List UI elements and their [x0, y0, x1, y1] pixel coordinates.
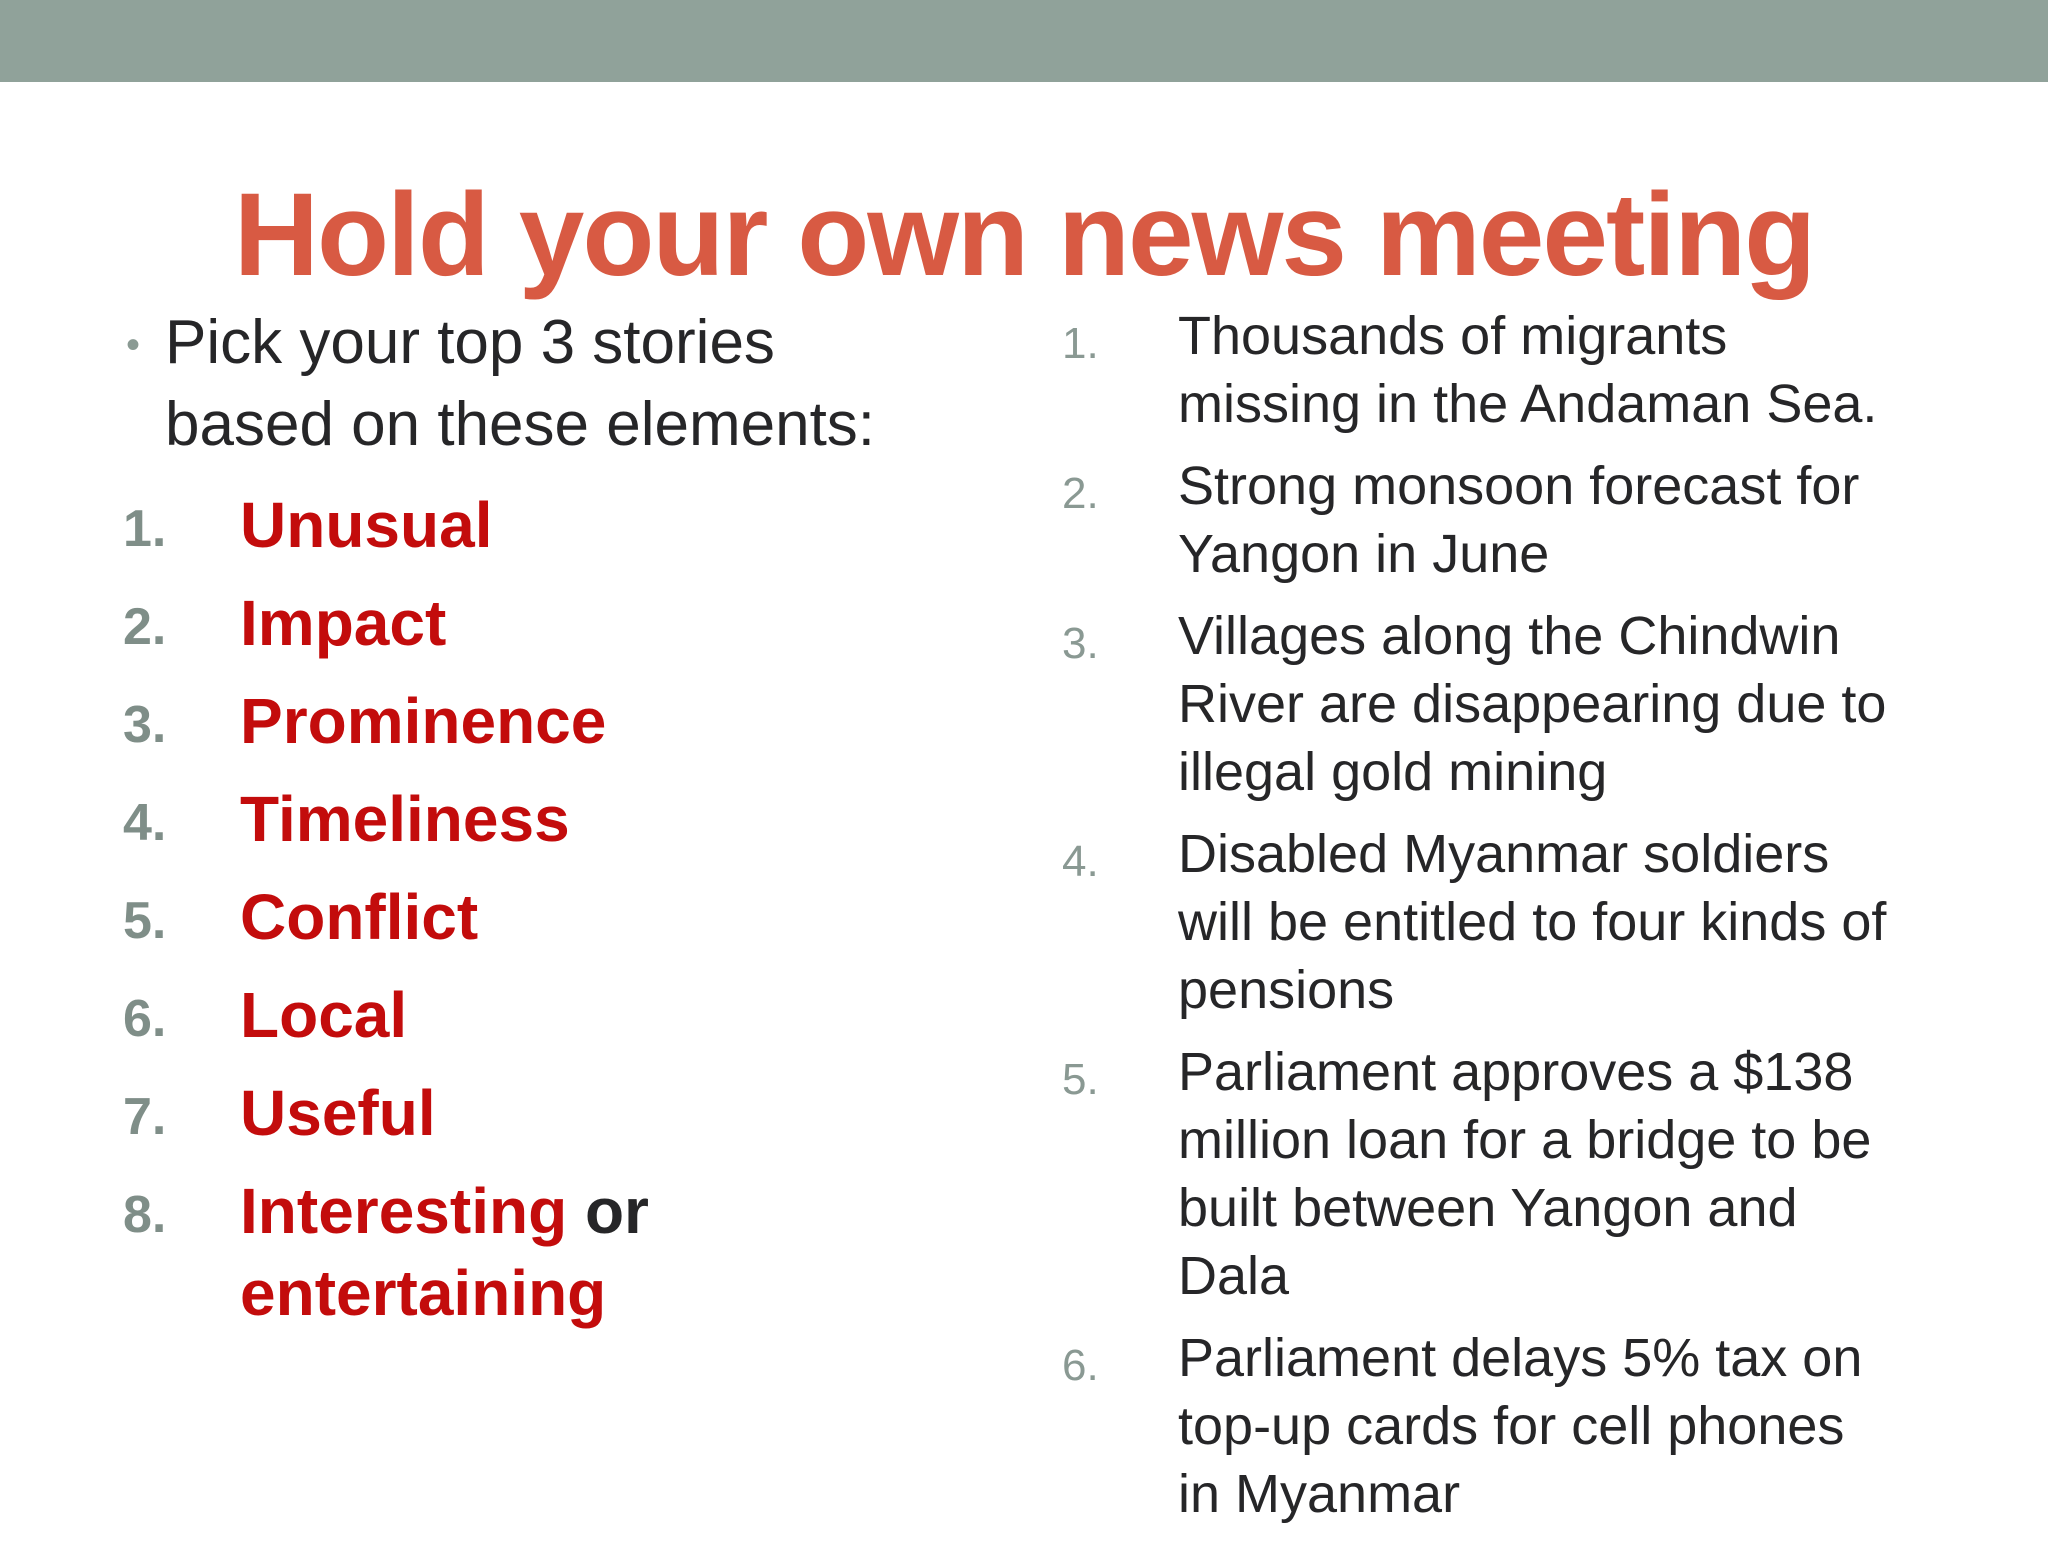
story-item — [1060, 1324, 2020, 1528]
story-item — [1060, 820, 2020, 1024]
story-item — [1060, 1038, 2020, 1310]
story-line: River are disappearing due to — [1178, 674, 1887, 734]
element-item — [120, 582, 1020, 664]
story-item — [1060, 602, 2020, 806]
element-number: 3. — [123, 696, 167, 754]
story-number: 5. — [1062, 1055, 1099, 1104]
element-number: 1. — [123, 500, 167, 558]
element-item — [120, 484, 1020, 566]
element-number: 5. — [123, 892, 167, 950]
story-line: Yangon in June — [1178, 524, 1550, 584]
element-label: Interesting — [240, 1175, 568, 1247]
element-label: Impact — [240, 587, 447, 659]
story-line: top-up cards for cell phones — [1178, 1396, 1845, 1456]
element-item — [120, 876, 1020, 958]
element-number: 4. — [123, 794, 167, 852]
story-line: in Myanmar — [1178, 1464, 1461, 1524]
element-item — [120, 778, 1020, 860]
element-item — [120, 1170, 1020, 1334]
story-number: 1. — [1062, 319, 1099, 368]
story-number: 3. — [1062, 619, 1099, 668]
story-item — [1060, 452, 2020, 588]
element-number: 8. — [123, 1186, 167, 1244]
element-number: 6. — [123, 990, 167, 1048]
story-line: will be entitled to four kinds of — [1178, 892, 1887, 952]
element-label: Prominence — [240, 685, 607, 757]
element-label: Conflict — [240, 881, 479, 953]
story-line: Thousands of migrants — [1178, 306, 1728, 366]
story-item — [1060, 302, 2020, 438]
left-column — [120, 302, 1020, 1350]
story-number: 2. — [1062, 469, 1099, 518]
story-line: Dala — [1178, 1246, 1290, 1306]
story-line: Disabled Myanmar soldiers — [1178, 824, 1830, 884]
intro-line: based on these elements: — [165, 390, 876, 459]
story-number: 4. — [1062, 837, 1099, 886]
element-label: Unusual — [240, 489, 493, 561]
bullet-icon: • — [126, 323, 141, 367]
slide-title: Hold your own news meeting — [233, 169, 1815, 301]
element-item — [120, 974, 1020, 1056]
story-line: million loan for a bridge to be — [1178, 1110, 1872, 1170]
element-label: entertaining — [240, 1257, 607, 1329]
element-label: Timeliness — [240, 783, 570, 855]
story-line: Parliament approves a $138 — [1178, 1042, 1854, 1102]
element-item — [120, 1072, 1020, 1154]
element-number: 2. — [123, 598, 167, 656]
story-line: pensions — [1178, 960, 1395, 1020]
story-number: 6. — [1062, 1341, 1099, 1390]
story-line: missing in the Andaman Sea. — [1178, 374, 1878, 434]
story-line: Strong monsoon forecast for — [1178, 456, 1860, 516]
news-elements-list — [120, 484, 1020, 1334]
story-line: Parliament delays 5% tax on — [1178, 1328, 1863, 1388]
element-number: 7. — [123, 1088, 167, 1146]
story-line: illegal gold mining — [1178, 742, 1608, 802]
intro-line: Pick your top 3 stories — [165, 308, 775, 377]
intro-bullet — [120, 302, 1020, 466]
story-line: built between Yangon and — [1178, 1178, 1798, 1238]
right-column — [1060, 302, 2020, 1542]
element-label: Local — [240, 979, 408, 1051]
header-bar — [0, 0, 2048, 82]
element-connector: or — [584, 1175, 649, 1247]
story-line: Villages along the Chindwin — [1178, 606, 1841, 666]
element-item — [120, 680, 1020, 762]
stories-list — [1060, 302, 2020, 1528]
element-label: Useful — [240, 1077, 436, 1149]
